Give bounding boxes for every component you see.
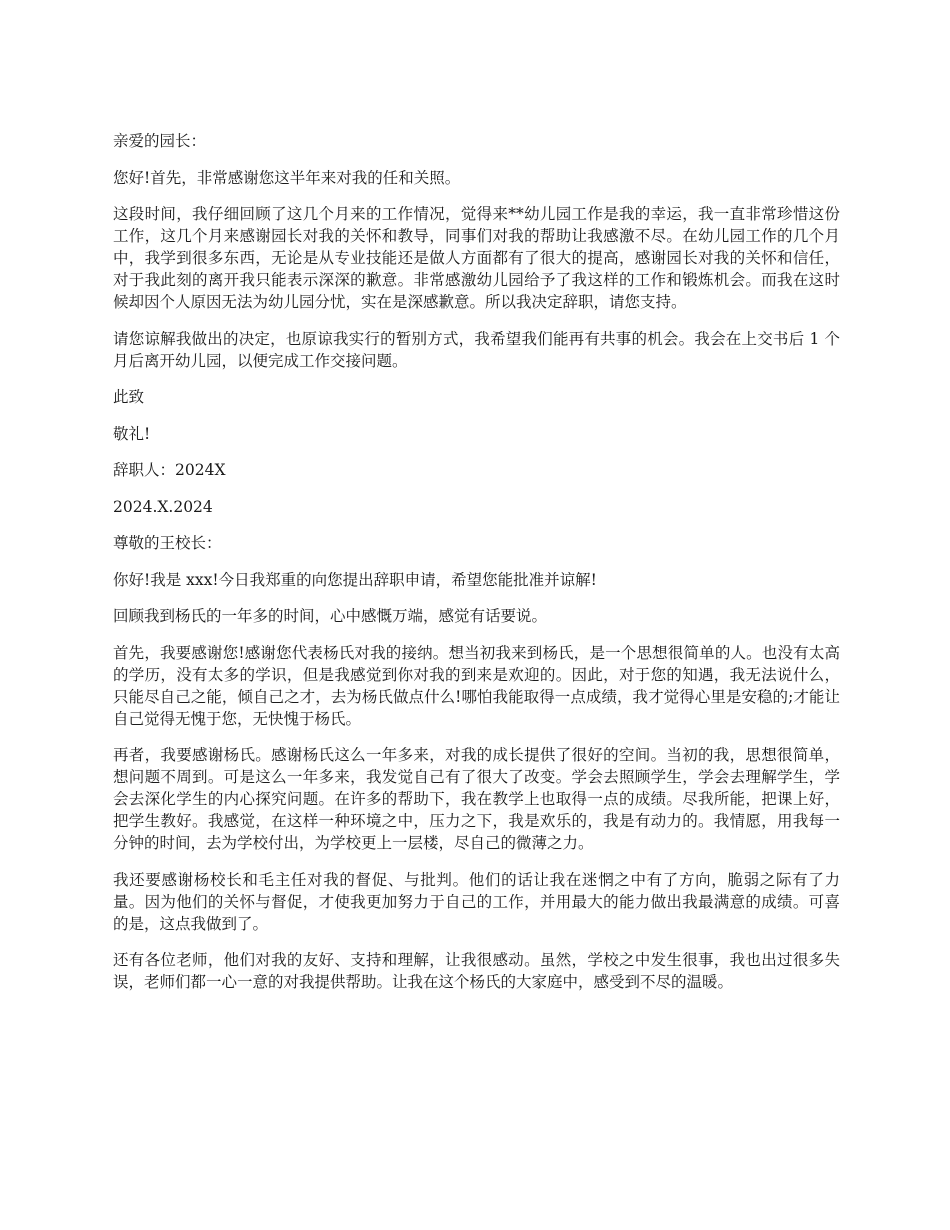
closing-line: 此致 [113, 388, 145, 406]
body-paragraph: 首先，我要感谢您!感谢您代表杨氏对我的接纳。想当初我来到杨氏，是一个思想很简单的人。也没有太高的学历，没有太多的学识，但是我感觉到你对我的到来是欢迎的。因此，对于您的知遇，我无法说什么，只能尽自己之能，倾自己之才，去为杨氏做点什么!哪怕我能取得一点成绩，我才觉得心里是安稳的;才能让自己觉得无愧于您，无快愧于杨氏。 [113, 643, 840, 728]
document-page [113, 130, 840, 1008]
body-paragraph: 请您谅解我做出的决定，也原谅我实行的暂别方式，我希望我们能再有共事的机会。我会在上交书后 1 个月后离开幼儿园，以便完成工作交接问题。 [113, 329, 840, 370]
body-paragraph: 还有各位老师，他们对我的友好、支持和理解，让我很感动。虽然，学校之中发生很事，我也出过很多失误，老师们都一心一意的对我提供帮助。让我在这个杨氏的大家庭中，感受到不尽的温暖。 [113, 951, 840, 991]
closing-salute: 敬礼! [113, 424, 151, 443]
body-paragraph: 我还要感谢杨校长和毛主任对我的督促、与批判。他们的话让我在迷惘之中有了方向，脆弱之际有了力量。因为他们的关怀与督促，才使我更加努力于自己的工作，并用最大的能力做出我最满意的成绩。可喜的是，这点我做到了。 [113, 870, 840, 933]
date-line: 2024.X.2024 [113, 497, 213, 516]
body-paragraph: 这段时间，我仔细回顾了这几个月来的工作情况，觉得来**幼儿园工作是我的幸运，我一直非常珍惜这份工作，这几个月来感谢园长对我的关怀和教导，同事们对我的帮助让我感激不尽。在幼儿园工作的几个月中，我学到很多东西，无论是从专业技能还是做人方面都有了很大的提高，感谢园长对我的关怀和信任，对于我此刻的离开我只能表示深深的歉意。非常感激幼儿园给予了我这样的工作和锻炼机会。而我在这时候却因个人原因无法为幼儿园分忧，实在是深感歉意。所以我决定辞职，请您支持。 [113, 205, 840, 311]
greeting-paragraph: 您好!首先，非常感谢您这半年来对我的任和关照。 [113, 168, 461, 187]
body-paragraph: 再者，我要感谢杨氏。感谢杨氏这么一年多来，对我的成长提供了很好的空间。当初的我，思想很简单，想问题不周到。可是这么一年多来，我发觉自己有了很大了改变。学会去照顾学生，学会去理解学生，学会去深化学生的内心探究问题。在许多的帮助下，我在教学上也取得一点的成绩。尽我所能，把课上好，把学生教好。我感觉，在这样一种环境之中，压力之下，我是欢乐的，我是有动力的。我情愿，用我每一分钟的时间，去为学校付出，为学校更上一层楼，尽自己的微薄之力。 [113, 746, 840, 852]
salutation-principal: 尊敬的王校长： [113, 534, 222, 552]
signature-line: 辞职人：2024X [113, 461, 226, 479]
salutation-kindergarten: 亲爱的园长： [113, 132, 207, 150]
body-paragraph: 回顾我到杨氏的一年多的时间，心中感慨万端，感觉有话要说。 [113, 607, 548, 625]
greeting-paragraph: 你好!我是 xxx!今日我郑重的向您提出辞职申请，希望您能批准并谅解! [113, 570, 597, 589]
